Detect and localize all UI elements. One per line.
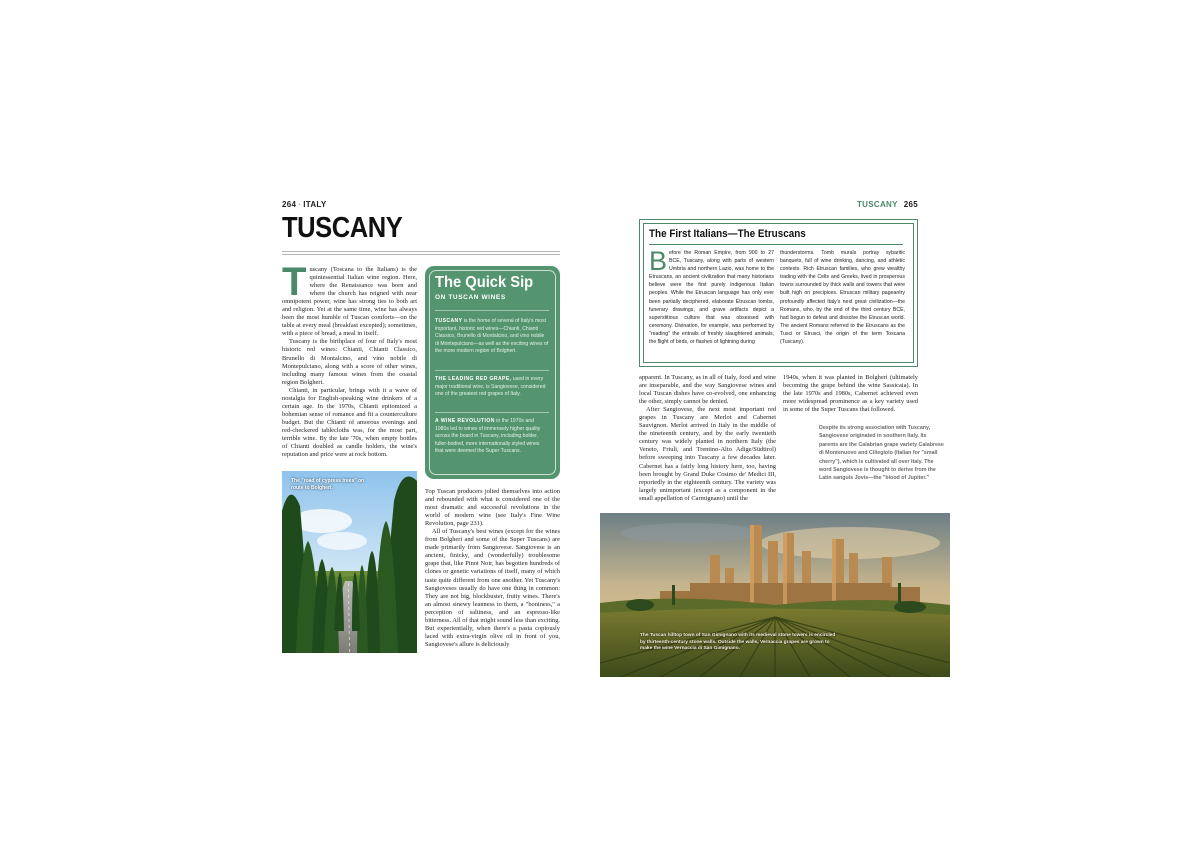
body-column-3 — [639, 374, 776, 503]
pull-quote: Despite its strong association with Tuscany, Sangiovese originated in southern Italy. Its parents are the Calabrian grape variety Calabrese di Montenuovo and Ciliegiolo (Italian for "small cherry"), which is cultivated all over Italy. The word Sangiovese is thought to derive from the Latin sanguis Jovis—the "blood of Jupiter." — [819, 425, 944, 482]
body-column-2 — [425, 488, 560, 649]
body-paragraph: apparent. In Tuscany, as in all of Italy, food and wine are inseparable, and the way Sangiovese wines and local Tuscan dishes have co-evolved, one enhancing the other, simply cannot be denied. — [639, 374, 776, 406]
quick-sip-item: THE LEADING RED GRAPE, used in every major traditional wine, is Sangiovese, considered one of the greatest red grapes of Italy. — [435, 376, 546, 398]
page-header-right — [857, 200, 918, 209]
photo-caption-right: The Tuscan hilltop town of San Gimignano with its medieval stone towers is encircled by thirteenth-century stone walls. Outside the walls, Vernaccia grapes are grown to make the wine Vernaccia di San Gimignano. — [640, 633, 836, 651]
section-name-right: TUSCANY — [856, 200, 898, 209]
intro-paragraph: Tuscany (Toscana to the Italians) is the quintessential Italian wine region. Here, where the Renaissance was born and where the church has reigned with near omnipotent power, wine has strong ties to both art and religion. Yet at the same time, wine has always been the most humble of Tuscan comforts—on the table at every meal (breakfast excepted); sometimes, with a piece of bread, a meal in itself. — [282, 260, 417, 338]
etruscans-title: The First Italians—The Etruscans — [649, 228, 806, 240]
quick-sip-item: A WINE REVOLUTION in the 1970s and 1980s led to wines of immensely higher quality across the board in Tuscany, including bolder, fuller-bodied, more internationally styled wines that were deemed the Super Tuscans. — [435, 418, 541, 455]
quick-sip-item: TUSCANY is the home of several of Italy's most important, historic red wines—Chianti, Chianti Classico, Brunello di Montalcino, and vino nobile di Montepulciano—as well as the exciting wines of the more modern region of Bolgheri. — [435, 318, 549, 355]
body-paragraph: After Sangiovese, the next most important red grapes in Tuscany are Merlot and Cabernet Sauvignon. Merlot arrived in Italy in the middle of the nineteenth century, and by the early twentieth century was widely planted in northern Italy (the Veneto, Friuli, and Trentino-Alto Adige/Südtirol) before sweeping into Tuscany a few decades later. Cabernet has a fairly long history here, too, having been brought by Grand Duke Cosimo de' Medici III, reportedly in the eighteenth century. The variety was largely unimportant (except as a component in the small appellation of Carmignano) until the — [639, 406, 776, 502]
body-column-4 — [783, 374, 918, 414]
body-paragraph: Top Tuscan producers jolted themselves into action and rebounded with what is considered one of the most dramatic and successful revolutions in the world of modern wine (see Italy's Fine Wine Revolution, page 231). — [425, 488, 560, 528]
intro-column — [282, 260, 417, 459]
photo-caption-left: The "road of cypress trees" on route to Bolgheri. — [291, 478, 365, 491]
etruscans-rule — [649, 244, 903, 245]
section-name-left: ITALY — [303, 200, 327, 209]
body-paragraph: Chianti, in particular, brings with it a wave of nostalgia for English-speaking wine drinkers of a certain age. In the 1970s, Chianti epitomized a bohemian sense of romance and fit a counterculture budget. But the Chianti of amorous evenings and red-checkered tablecloths was, for the most part, terrible wine. By the late '70s, when empty bottles of Chianti doubled as candle holders, the wine's reputation and price were at rock bottom. — [282, 386, 417, 459]
divider — [435, 412, 549, 413]
dropcap-b: B — [649, 246, 668, 276]
page-number-left: 264 — [282, 200, 297, 209]
divider — [435, 310, 549, 311]
quick-sip-subtitle: ON TUSCAN WINES — [435, 294, 506, 301]
cypress-road-photo — [282, 471, 417, 653]
title-rule-double — [282, 254, 560, 255]
quick-sip-box — [425, 266, 560, 479]
body-paragraph: Tuscany is the birthplace of four of Italy's most historic red wines: Chianti, Chianti Classico, Brunello di Montalcino, and vino nobile di Montepulciano, along with a score of other wines, including many famous wines from the coastal region Bolgheri. — [282, 338, 417, 386]
title-rule — [282, 251, 560, 252]
divider — [435, 370, 549, 371]
page-title: TUSCANY — [282, 212, 403, 244]
etruscans-column-2: thunderstorms. Tomb murals portray sybaritic banquets, full of wine drinking, dancing, and athletic contests. Rich Etruscan families, who grew wealthy trading with the Celts and Greeks, lived in prosperous towns surrounded by thick walls and towers that were built high on precipices. Etruscan military pageantry profoundly affected Italy's next great civilization—the Romans, who, by the end of the third century BCE, had begun to defeat and dissolve the Etruscan world. The ancient Romans referred to the Etruscans as the Tusci or Etrusci, the origin of the term Toscana (Tuscany). — [780, 250, 905, 346]
quick-sip-title: The Quick Sip — [435, 274, 534, 291]
etruscans-sidebar — [639, 219, 918, 367]
page-number-right: 265 — [903, 200, 918, 209]
dropcap-t: T — [282, 260, 307, 304]
etruscans-column-1: Before the Roman Empire, from 900 to 27 BCE, Tuscany, along with parts of western Umbria and northern Lazio, was home to the Etruscans, an ancient civilization that many historians believe were the first purely indigenous Italian peoples. While the Etruscan language has only ever been partially deciphered, elaborate Etruscan tombs, funerary drawings, and grave artifacts depict a superstitious culture that was obsessed with ceremony. Divination, for example, was performed by "reading" the entrails of freshly slaughtered animals, the flight of birds, or flashes of lightning during — [649, 246, 774, 346]
body-paragraph: 1940s, when it was planted in Bolgheri (ultimately becoming the grape behind the wine Sassicaia). In the late 1970s and 1980s, Cabernet achieved even more widespread prominence as a key variety used in some of the Super Tuscans that followed. — [783, 374, 918, 414]
page-header-left: 264 · ITALY — [282, 200, 327, 209]
body-paragraph: All of Tuscany's best wines (except for the wines from Bolgheri and some of the Super Tuscans) are made primarily from Sangiovese. Sangiovese is an ancient, finicky, and (wonderfully) troublesome grape that, like Pinot Noir, has begotten hundreds of clones or genetic variations of itself, many of which taste quite different from one another. Yet Tuscany's Sangioveses usually do have one thing in common: They are not big, blockbuster, fruity wines. There's an almost sinewy leanness to them, a "boniness," a perception of saltiness, and an espresso-like bitterness. All of that might sound less than exciting. But experientially, when there's a pasta copiously laced with extra-virgin olive oil in front of you, Sangiovese's allure is deliciously — [425, 528, 560, 648]
